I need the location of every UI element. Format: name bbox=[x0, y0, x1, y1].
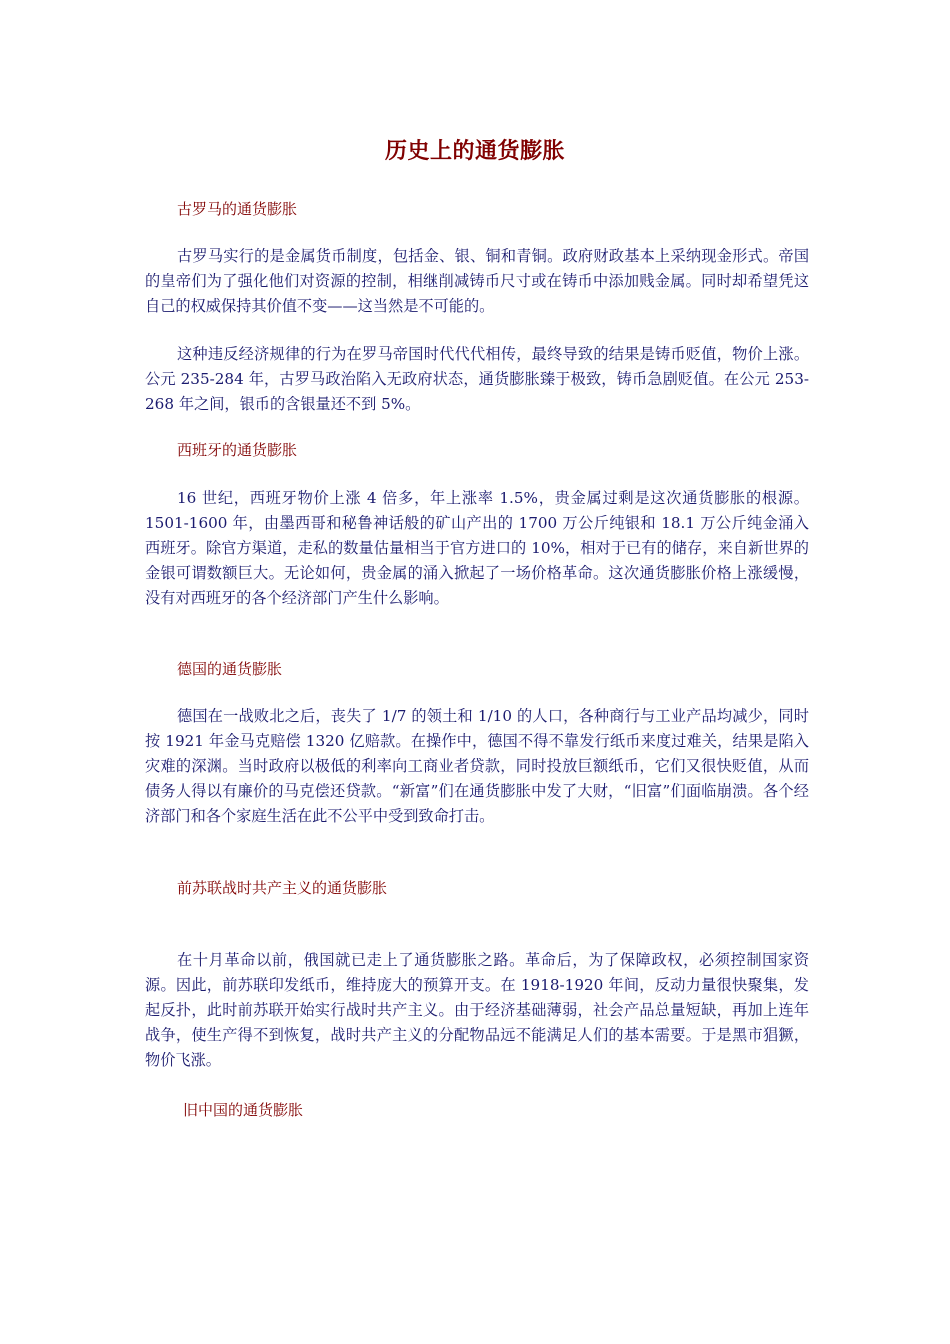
section-heading-spain: 西班牙的通货膨胀 bbox=[177, 441, 298, 459]
section-heading-ancient-rome: 古罗马的通货膨胀 bbox=[177, 200, 298, 218]
section-heading-germany: 德国的通货膨胀 bbox=[177, 660, 283, 678]
document-title: 历史上的通货膨胀 bbox=[384, 138, 565, 164]
section-heading-soviet: 前苏联战时共产主义的通货膨胀 bbox=[177, 879, 388, 897]
section-heading-old-china: 旧中国的通货膨胀 bbox=[183, 1101, 304, 1119]
paragraph-ancient-rome-1: 古罗马实行的是金属货币制度，包括金、银、铜和青铜。政府财政基本上采纳现金形式。帝国的皇帝们为了强化他们对资源的控制，相继削减铸币尺寸或在铸币中添加贱金属。同时却希望凭这自己的权威保持其价值不变——这当然是不可能的。 bbox=[145, 247, 809, 315]
paragraph-ancient-rome-2: 这种违反经济规律的行为在罗马帝国时代代代相传，最终导致的结果是铸币贬值，物价上涨。公元 235-284 年，古罗马政治陷入无政府状态，通货膨胀臻于极致，铸币急剧贬值。在公元 253-268 年之间，银币的含银量还不到 5%。 bbox=[145, 345, 809, 413]
paragraph-spain-1: 16 世纪，西班牙物价上涨 4 倍多，年上涨率 1.5%，贵金属过剩是这次通货膨胀的根源。1501-1600 年，由墨西哥和秘鲁神话般的矿山产出的 1700 万公斤纯银和 18.1 万公斤纯金涌入西班牙。除官方渠道，走私的数量估量相当于官方进口的 10%，相对于已有的储存，来自新世界的金银可谓数额巨大。无论如何，贵金属的涌入掀起了一场价格革命。这次通货膨胀价格上涨缓慢，没有对西班牙的各个经济部门产生什么影响。 bbox=[145, 489, 809, 607]
paragraph-soviet-1: 在十月革命以前，俄国就已走上了通货膨胀之路。革命后，为了保障政权，必须控制国家资源。因此，前苏联印发纸币，维持庞大的预算开支。在 1918-1920 年间，反动力量很快聚集，发起反扑，此时前苏联开始实行战时共产主义。由于经济基础薄弱，社会产品总量短缺，再加上连年战争，使生产得不到恢复，战时共产主义的分配物品远不能满足人们的基本需要。于是黑市猖獗，物价飞涨。 bbox=[145, 951, 809, 1069]
paragraph-germany-1: 德国在一战败北之后，丧失了 1/7 的领土和 1/10 的人口，各种商行与工业产品均减少，同时按 1921 年金马克赔偿 1320 亿赔款。在操作中，德国不得不靠发行纸币来度过难关，结果是陷入灾难的深渊。当时政府以极低的利率向工商业者贷款，同时投放巨额纸币，它们又很快贬值，从而债务人得以有廉价的马克偿还贷款。“新富”们在通货膨胀中发了大财，“旧富”们面临崩溃。各个经济部门和各个家庭生活在此不公平中受到致命打击。 bbox=[145, 707, 809, 825]
